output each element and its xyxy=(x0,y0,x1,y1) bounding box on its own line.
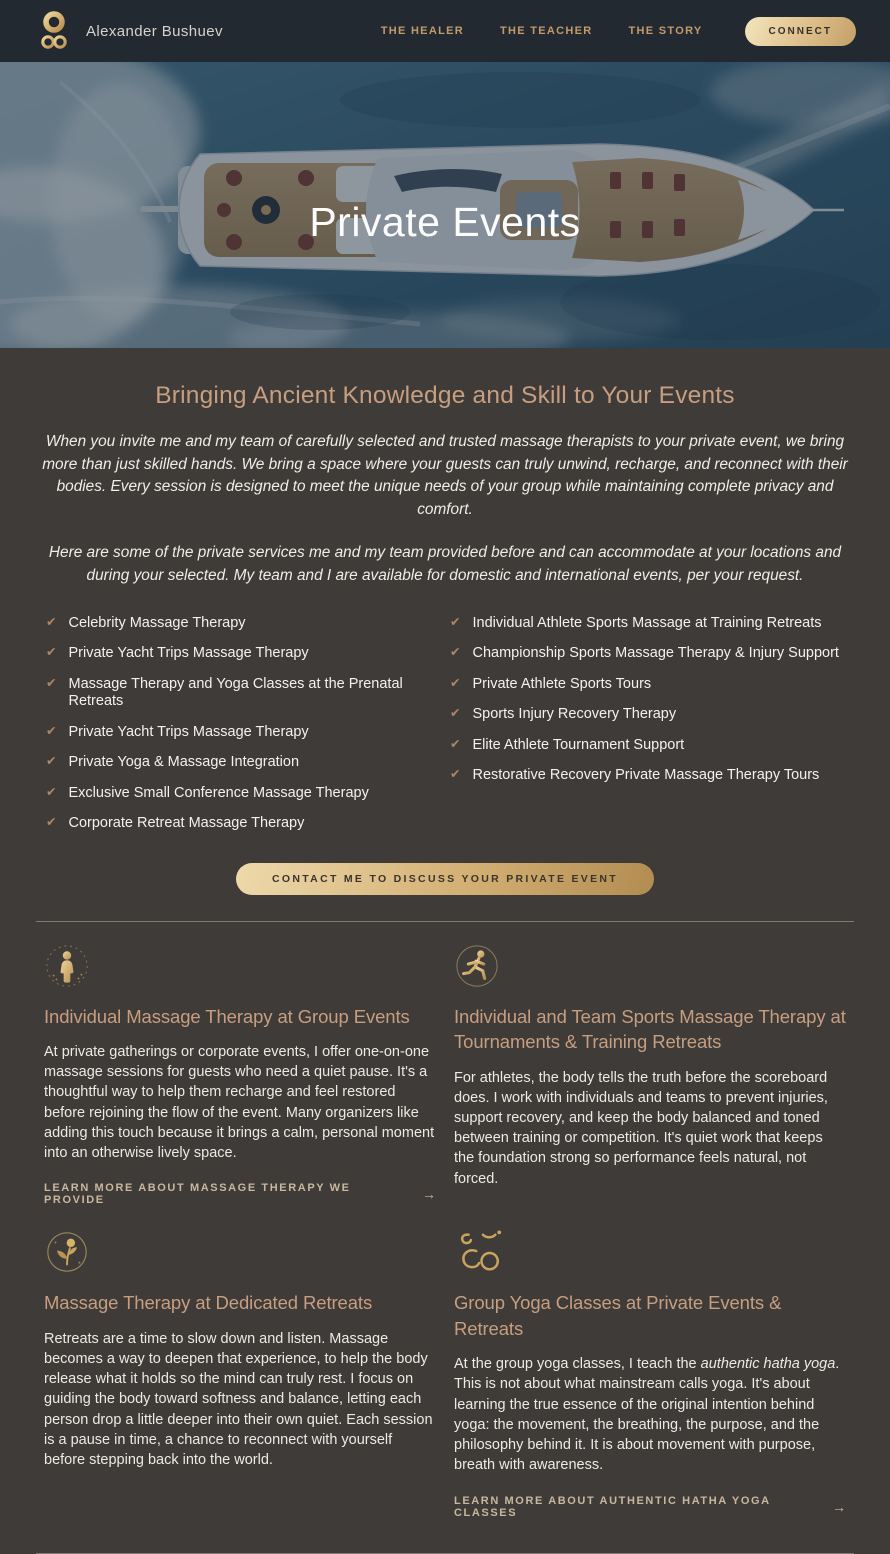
card-retreat-massage xyxy=(44,1229,436,1518)
check-icon: ✔ xyxy=(46,815,57,830)
service-label: Massage Therapy and Yoga Classes at the Prenatal Retreats xyxy=(68,675,403,710)
service-label: Private Yacht Trips Massage Therapy xyxy=(68,723,309,740)
list-item xyxy=(46,615,440,633)
site-header xyxy=(0,0,890,62)
check-icon: ✔ xyxy=(450,614,461,629)
card-title: Individual Massage Therapy at Group Events xyxy=(44,1005,410,1027)
service-cards-grid xyxy=(0,922,890,1519)
card-body-text: . This is not about what mainstream calls yoga. It's about learning the true essence of the original intention behind yoga: the movement, the breathing, the purpose, and the philosophy behind it. It is about movement with purpose, breath with awareness. xyxy=(454,1356,840,1474)
learn-more-label: LEARN MORE ABOUT AUTHENTIC HATHA YOGA CLASSES xyxy=(454,1494,771,1519)
list-item xyxy=(450,737,844,755)
services-left-column xyxy=(46,615,440,846)
service-label: Restorative Recovery Private Massage Therapy Tours xyxy=(472,767,820,784)
connect-button[interactable]: CONNECT xyxy=(745,17,856,46)
services-checklist xyxy=(0,615,890,846)
list-item xyxy=(46,724,440,742)
learn-more-massage-link[interactable] xyxy=(44,1182,436,1206)
check-icon: ✔ xyxy=(46,614,57,629)
check-icon: ✔ xyxy=(450,736,461,751)
om-icon xyxy=(454,1229,508,1275)
intro-paragraph-2: Here are some of the private services me and my team provided before and can accommodate at your locations and during your selected. My team and I are available for domestic and international events, per your request. xyxy=(48,544,842,584)
service-label: Private Athlete Sports Tours xyxy=(472,675,652,692)
card-title: Group Yoga Classes at Private Events & Retreats xyxy=(454,1292,782,1339)
check-icon: ✔ xyxy=(46,754,57,769)
list-item xyxy=(46,785,440,803)
service-label: Exclusive Small Conference Massage Therapy xyxy=(68,784,369,801)
bottom-divider xyxy=(36,1553,854,1554)
check-icon: ✔ xyxy=(46,784,57,799)
service-label: Sports Injury Recovery Therapy xyxy=(472,706,677,723)
card-body: For athletes, the body tells the truth before the scoreboard does. I work with individuals and teams to prevent injuries, support recovery, and keep the body balanced and toned between training or competition. It's quiet work that keeps the foundation strong so performance feels natural, not forced. xyxy=(454,1069,828,1187)
card-title: Individual and Team Sports Massage Therapy at Tournaments & Training Retreats xyxy=(454,1005,846,1053)
page-title: Private Events xyxy=(309,198,581,245)
card-body xyxy=(454,1354,846,1475)
hero-banner xyxy=(0,62,890,348)
service-label: Championship Sports Massage Therapy & Injury Support xyxy=(472,645,839,662)
list-item xyxy=(450,615,844,633)
contact-cta-button[interactable]: CONTACT ME TO DISCUSS YOUR PRIVATE EVENT xyxy=(236,863,654,895)
nav-the-teacher[interactable]: THE TEACHER xyxy=(499,25,593,37)
intro-section xyxy=(0,348,890,588)
card-body: At private gatherings or corporate events, I offer one-on-one massage sessions for guests who need a quiet pause. It's a thoughtful way to help them recharge and feel restored before rejoining the flow of the event. Many organizers like adding this touch because it brings a calm, personal moment into an otherwise lively space. xyxy=(44,1044,435,1162)
brand-logo-link[interactable] xyxy=(34,9,223,53)
list-item xyxy=(450,767,844,785)
card-sports-massage xyxy=(454,943,846,1207)
check-icon: ✔ xyxy=(46,645,57,660)
list-item xyxy=(46,815,440,833)
card-body-text: At the group yoga classes, I teach the xyxy=(454,1356,701,1373)
intro-paragraph-1: When you invite me and my team of carefully selected and trusted massage therapists to your private event, we bring more than just skilled hands. We bring a space where your guests can truly unwind, recharge, and reconnect with their bodies. Every session is designed to meet the unique needs of your group while maintaining complete privacy and comfort. xyxy=(42,433,848,518)
nav-the-healer[interactable]: THE HEALER xyxy=(380,25,464,37)
nav-the-story[interactable]: THE STORY xyxy=(628,25,703,37)
list-item xyxy=(450,645,844,663)
service-label: Elite Athlete Tournament Support xyxy=(472,736,685,753)
lotus-infinity-logo-icon xyxy=(34,9,74,53)
card-body-emphasis: authentic hatha yoga xyxy=(700,1356,836,1373)
cta-row xyxy=(0,863,890,895)
service-label: Private Yoga & Massage Integration xyxy=(68,754,300,771)
person-in-circle-icon xyxy=(44,943,90,989)
service-label: Individual Athlete Sports Massage at Training Retreats xyxy=(472,614,822,631)
services-right-column xyxy=(450,615,844,846)
check-icon: ✔ xyxy=(46,675,57,690)
brand-name: Alexander Bushuev xyxy=(86,22,223,40)
card-title: Massage Therapy at Dedicated Retreats xyxy=(44,1292,373,1314)
learn-more-yoga-link[interactable] xyxy=(454,1495,846,1519)
sprout-in-circle-icon xyxy=(44,1229,90,1275)
check-icon: ✔ xyxy=(450,645,461,660)
list-item xyxy=(450,706,844,724)
arrow-right-icon: → xyxy=(422,1186,436,1203)
card-group-yoga xyxy=(454,1229,846,1518)
service-label: Celebrity Massage Therapy xyxy=(68,614,246,631)
check-icon: ✔ xyxy=(450,706,461,721)
check-icon: ✔ xyxy=(450,675,461,690)
learn-more-label: LEARN MORE ABOUT MASSAGE THERAPY WE PROVIDE xyxy=(44,1182,351,1207)
section-heading: Bringing Ancient Knowledge and Skill to Your Events xyxy=(155,382,735,409)
list-item xyxy=(46,754,440,772)
runner-in-circle-icon xyxy=(454,943,500,989)
service-label: Corporate Retreat Massage Therapy xyxy=(68,815,305,832)
check-icon: ✔ xyxy=(46,723,57,738)
list-item xyxy=(450,676,844,694)
list-item xyxy=(46,676,440,711)
list-item xyxy=(46,645,440,663)
card-individual-massage xyxy=(44,943,436,1207)
arrow-right-icon: → xyxy=(832,1498,846,1515)
service-label: Private Yacht Trips Massage Therapy xyxy=(68,645,309,662)
card-body: Retreats are a time to slow down and listen. Massage becomes a way to deepen that experience, to help the body release what it holds so the mind can truly rest. I focus on guiding the body toward softness and balance, letting each person drop a little deeper into their own quiet. Each session is a pause in time, a chance to reconnect with yourself before stepping back into the world. xyxy=(44,1330,433,1468)
main-nav xyxy=(381,17,856,46)
check-icon: ✔ xyxy=(450,767,461,782)
